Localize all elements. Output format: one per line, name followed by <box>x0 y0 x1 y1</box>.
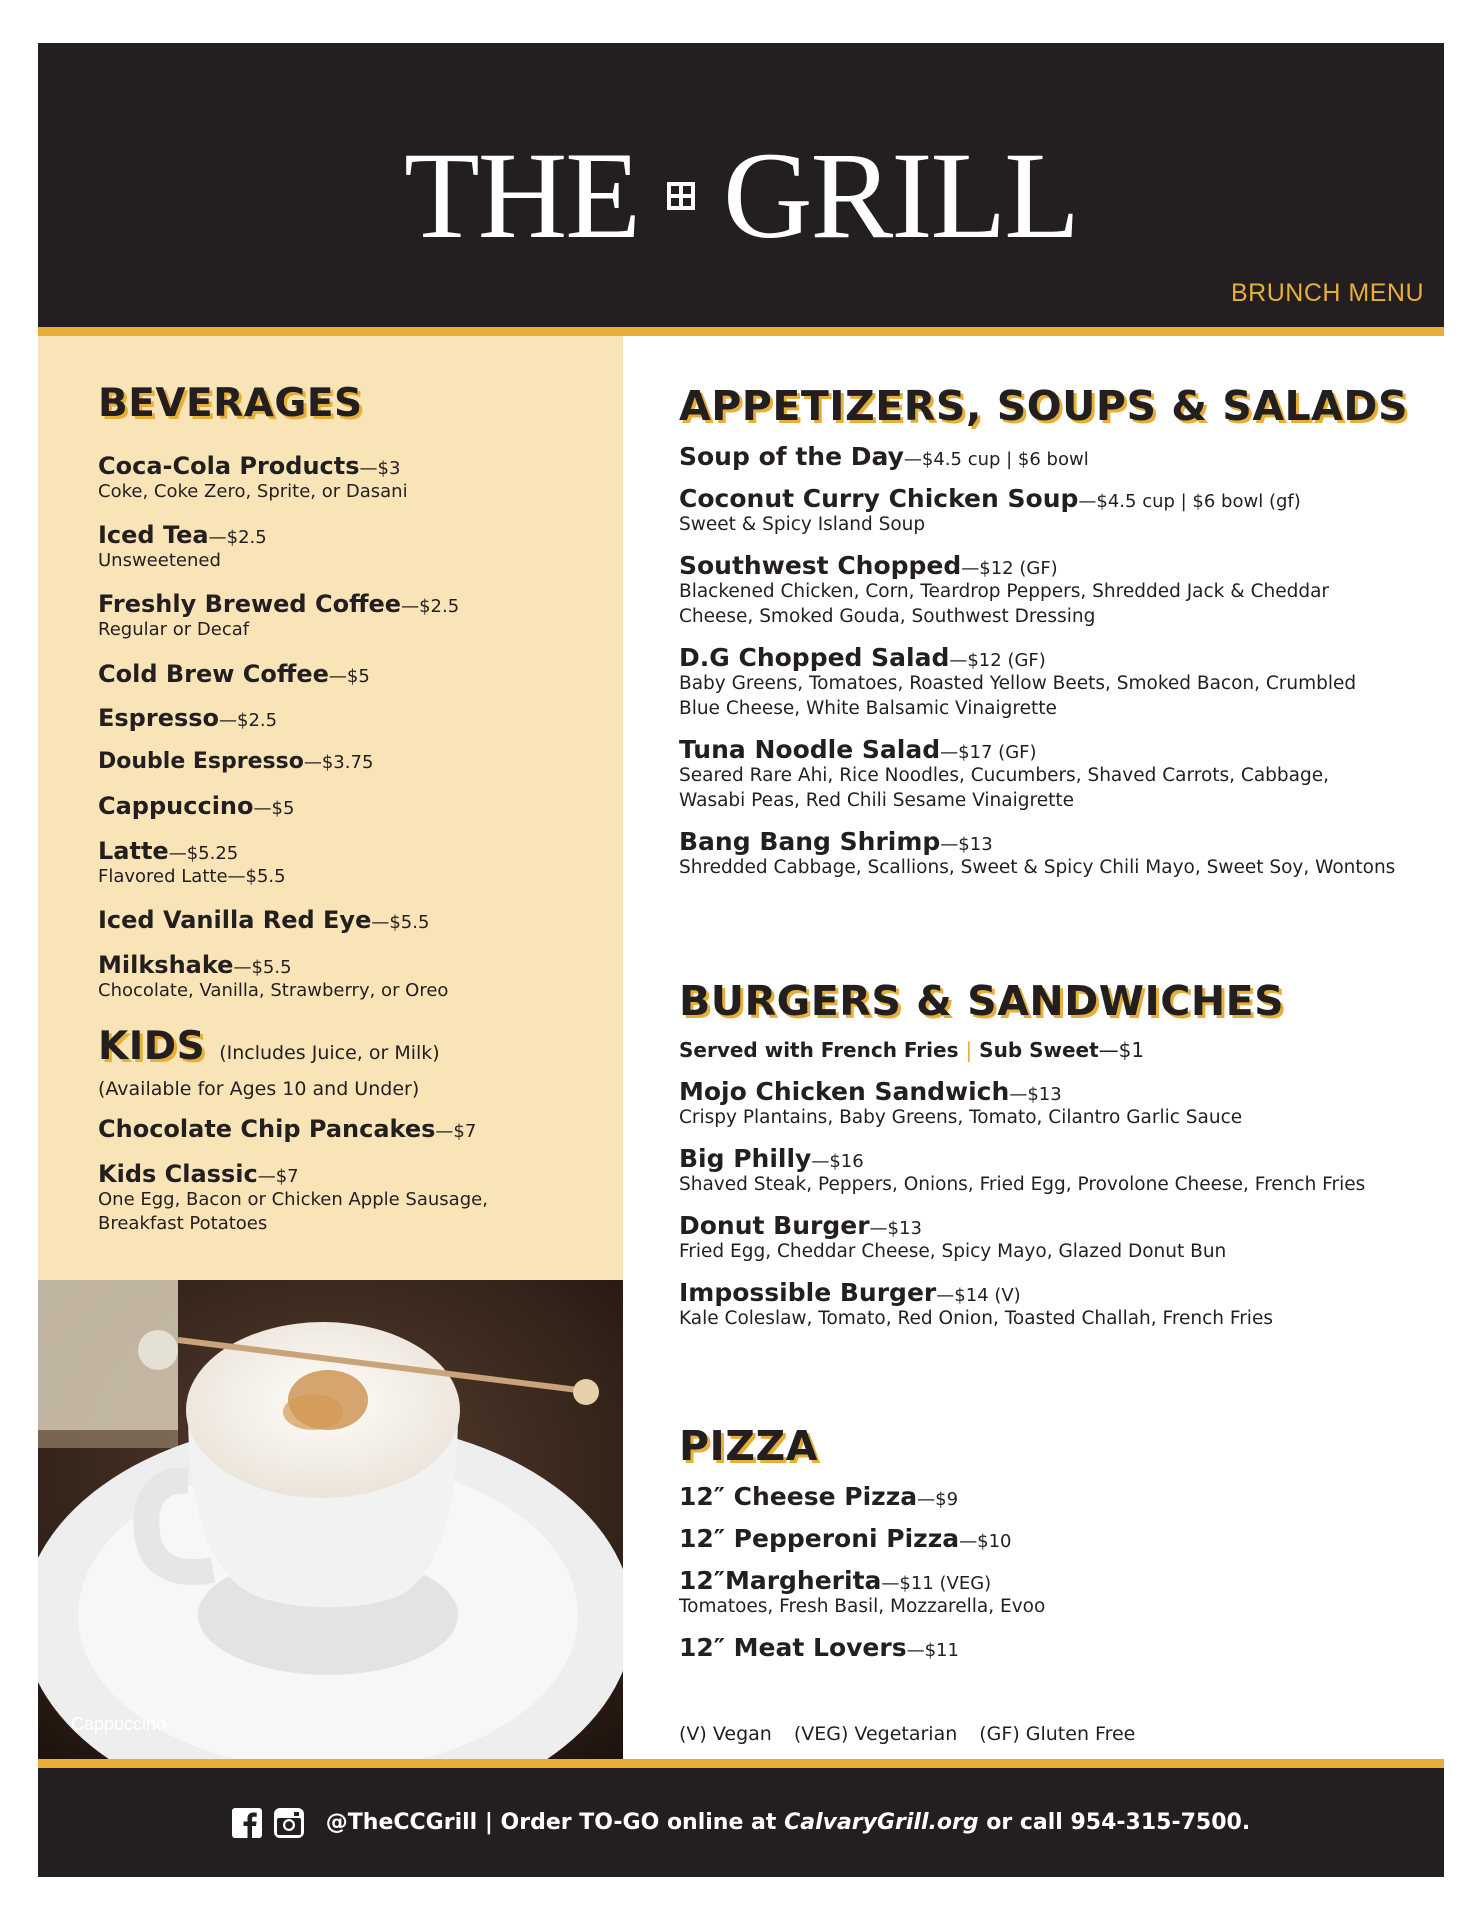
burgers-title: BURGERS & SANDWICHES <box>679 977 1285 1025</box>
logo-word-the: THE <box>403 127 639 264</box>
served-text: Served with French Fries <box>679 1038 959 1062</box>
menu-item <box>679 1212 1439 1265</box>
item-desc: Crispy Plantains, Baby Greens, Tomato, Cilantro Garlic Sauce <box>679 1107 1243 1128</box>
beverages-title: BEVERAGES <box>98 381 363 426</box>
item-name: Iced Vanilla Red Eye <box>98 905 372 934</box>
menu-item <box>679 1567 1439 1620</box>
item-name: 12″Margherita <box>679 1566 882 1595</box>
appetizers-section <box>679 382 1439 895</box>
item-name: Bang Bang Shrimp <box>679 826 941 856</box>
item-desc: Coke, Coke Zero, Sprite, or Dasani <box>98 480 408 502</box>
menu-item <box>679 1483 1439 1511</box>
item-price: —$5 <box>253 797 295 819</box>
item-name: Impossible Burger <box>679 1277 937 1307</box>
menu-item <box>98 793 618 820</box>
menu-item <box>98 453 618 504</box>
served-separator: | <box>965 1038 973 1062</box>
header-banner <box>38 43 1444 327</box>
menu-item <box>679 1145 1439 1198</box>
item-tag: (VEG) <box>933 1573 992 1594</box>
item-name: Espresso <box>98 704 220 733</box>
item-name: Milkshake <box>98 950 234 979</box>
item-name: D.G Chopped Salad <box>679 642 950 672</box>
item-name: Tuna Noodle Salad <box>679 734 941 764</box>
menu-page <box>38 43 1444 1877</box>
item-desc: Kale Coleslaw, Tomato, Red Onion, Toasted Challah, French Fries <box>679 1307 1273 1329</box>
item-price: —$14 <box>936 1284 989 1306</box>
menu-item <box>98 907 618 934</box>
menu-item <box>98 750 618 775</box>
instagram-icon[interactable] <box>274 1808 304 1838</box>
item-tag: (GF) <box>992 741 1037 763</box>
footer-divider <box>38 1759 1444 1768</box>
menu-item <box>98 1116 618 1143</box>
footer-website-link[interactable]: CalvaryGrill.org <box>784 1810 979 1835</box>
kids-title: KIDS <box>98 1023 206 1069</box>
cappuccino-illustration <box>38 1280 623 1759</box>
item-desc: Unsweetened <box>98 550 221 572</box>
item-price: —$11 <box>881 1573 934 1594</box>
item-name: Southwest Chopped <box>679 550 962 580</box>
legend-vegetarian: (VEG) Vegetarian <box>793 1723 958 1745</box>
item-price: —$7 <box>257 1165 299 1187</box>
menu-label: BRUNCH MENU <box>1231 279 1424 307</box>
item-name: Coconut Curry Chicken Soup <box>679 484 1079 513</box>
item-desc: Breakfast Potatoes <box>98 1213 268 1235</box>
logo-cross-icon <box>667 182 695 210</box>
item-price: —$3.75 <box>303 752 374 774</box>
footer-handle[interactable]: @TheCCGrill | Order TO-GO online at <box>325 1810 785 1835</box>
item-name: Iced Tea <box>98 521 209 550</box>
menu-item <box>98 838 618 889</box>
item-price: —$4.5 cup | $6 bowl <box>1078 491 1264 512</box>
menu-item <box>679 1525 1439 1553</box>
footer-bar <box>38 1768 1444 1877</box>
logo-word-grill: GRILL <box>723 127 1079 264</box>
item-price: —$10 <box>959 1531 1012 1552</box>
footer-contact-text <box>326 1810 1250 1835</box>
item-tag: (GF) <box>1001 649 1046 671</box>
item-desc: Fried Egg, Cheddar Cheese, Spicy Mayo, Glazed Donut Bun <box>679 1240 1227 1262</box>
item-name: Latte <box>98 836 169 865</box>
item-price: —$4.5 cup | $6 bowl <box>903 449 1089 470</box>
item-name: Soup of the Day <box>679 442 904 471</box>
kids-header <box>98 1023 618 1069</box>
item-name: 12″ Pepperoni Pizza <box>679 1524 960 1553</box>
menu-item <box>98 952 618 1003</box>
item-price: —$13 <box>1009 1084 1062 1105</box>
item-desc: Seared Rare Ahi, Rice Noodles, Cucumbers, Shaved Carrots, Cabbage, <box>679 764 1330 786</box>
item-name: 12″ Cheese Pizza <box>679 1482 918 1511</box>
menu-item <box>98 705 618 732</box>
item-name: 12″ Meat Lovers <box>679 1632 907 1662</box>
item-desc: Chocolate, Vanilla, Strawberry, or Oreo <box>98 979 449 1001</box>
legend-vegan: (V) Vegan <box>679 1723 772 1745</box>
appetizers-title: APPETIZERS, SOUPS & SALADS <box>679 382 1408 430</box>
item-desc: Wasabi Peas, Red Chili Sesame Vinaigrette <box>679 789 1074 811</box>
item-price: —$13 <box>940 833 993 855</box>
item-desc: Blue Cheese, White Balsamic Vinaigrette <box>679 697 1057 719</box>
dietary-legend <box>679 1723 1135 1745</box>
item-price: —$5 <box>328 665 370 687</box>
header-divider <box>38 327 1444 336</box>
item-desc: Flavored Latte—$5.5 <box>98 865 286 887</box>
menu-item <box>679 644 1439 722</box>
footer-phone[interactable]: or call 954-315-7500. <box>978 1810 1251 1835</box>
menu-item <box>98 591 618 642</box>
item-desc: One Egg, Bacon or Chicken Apple Sausage, <box>98 1188 488 1210</box>
item-price: —$13 <box>869 1217 922 1239</box>
item-price: —$5.5 <box>371 911 430 933</box>
item-desc: Tomatoes, Fresh Basil, Mozzarella, Evoo <box>679 1596 1046 1617</box>
menu-item <box>679 552 1439 630</box>
served-with-note <box>679 1038 1439 1062</box>
item-name: Donut Burger <box>679 1210 870 1240</box>
sub-price: —$1 <box>1098 1038 1145 1062</box>
facebook-icon[interactable] <box>232 1808 262 1838</box>
item-name: Kids Classic <box>98 1159 258 1188</box>
item-price: —$2.5 <box>208 527 267 549</box>
item-name: Double Espresso <box>98 749 304 775</box>
item-name: Chocolate Chip Pancakes <box>98 1114 436 1143</box>
item-desc: Shaved Steak, Peppers, Onions, Fried Egg, Provolone Cheese, French Fries <box>679 1173 1366 1195</box>
cappuccino-photo <box>38 1280 623 1759</box>
item-price: —$2.5 <box>401 596 460 618</box>
pizza-title: PIZZA <box>679 1422 818 1470</box>
item-desc: Blackened Chicken, Corn, Teardrop Peppers, Shredded Jack & Cheddar <box>679 580 1330 602</box>
menu-item <box>98 522 618 573</box>
item-price: —$7 <box>435 1120 477 1142</box>
item-tag: (gf) <box>1263 491 1301 512</box>
menu-item <box>679 1078 1439 1131</box>
item-price: —$9 <box>917 1489 959 1510</box>
legend-gluten-free: (GF) Gluten Free <box>979 1723 1136 1745</box>
menu-item <box>679 1279 1439 1332</box>
item-desc: Sweet & Spicy Island Soup <box>679 514 926 535</box>
item-price: —$11 <box>906 1639 959 1661</box>
item-name: Cappuccino <box>98 791 254 820</box>
item-price: —$5.25 <box>168 842 239 864</box>
item-desc: Regular or Decaf <box>98 619 250 641</box>
burgers-section <box>679 977 1439 1346</box>
menu-item <box>679 828 1439 881</box>
item-desc: Baby Greens, Tomatoes, Roasted Yellow Beets, Smoked Bacon, Crumbled <box>679 672 1357 694</box>
menu-item <box>679 1634 1439 1662</box>
item-name: Cold Brew Coffee <box>98 659 329 688</box>
kids-note: (Includes Juice, or Milk) <box>219 1041 440 1064</box>
item-desc: Shredded Cabbage, Scallions, Sweet & Spicy Chili Mayo, Sweet Soy, Wontons <box>679 856 1396 878</box>
item-price: —$16 <box>811 1150 864 1172</box>
photo-caption: Cappuccino <box>71 1714 167 1734</box>
item-tag: (V) <box>988 1284 1021 1306</box>
item-name: Big Philly <box>679 1143 812 1173</box>
menu-item <box>679 736 1439 814</box>
item-price: —$12 <box>961 557 1014 579</box>
item-price: —$2.5 <box>219 710 278 732</box>
menu-item <box>98 661 618 688</box>
kids-age-note: (Available for Ages 10 and Under) <box>98 1077 420 1100</box>
logo <box>38 121 1444 271</box>
pizza-section <box>679 1422 1439 1676</box>
item-price: —$5.5 <box>233 956 292 978</box>
sub-text: Sub Sweet <box>979 1038 1099 1062</box>
item-desc: Cheese, Smoked Gouda, Southwest Dressing <box>679 605 1096 627</box>
menu-item <box>679 485 1439 538</box>
item-price: —$17 <box>940 741 993 763</box>
item-price: —$12 <box>949 649 1002 671</box>
left-column <box>38 336 623 1280</box>
menu-item <box>679 443 1439 471</box>
item-tag: (GF) <box>1013 557 1058 579</box>
menu-item <box>98 1161 618 1236</box>
item-name: Freshly Brewed Coffee <box>98 590 402 619</box>
item-price: —$3 <box>359 458 401 479</box>
item-name: Mojo Chicken Sandwich <box>679 1077 1010 1106</box>
item-name: Coca-Cola Products <box>98 452 360 480</box>
